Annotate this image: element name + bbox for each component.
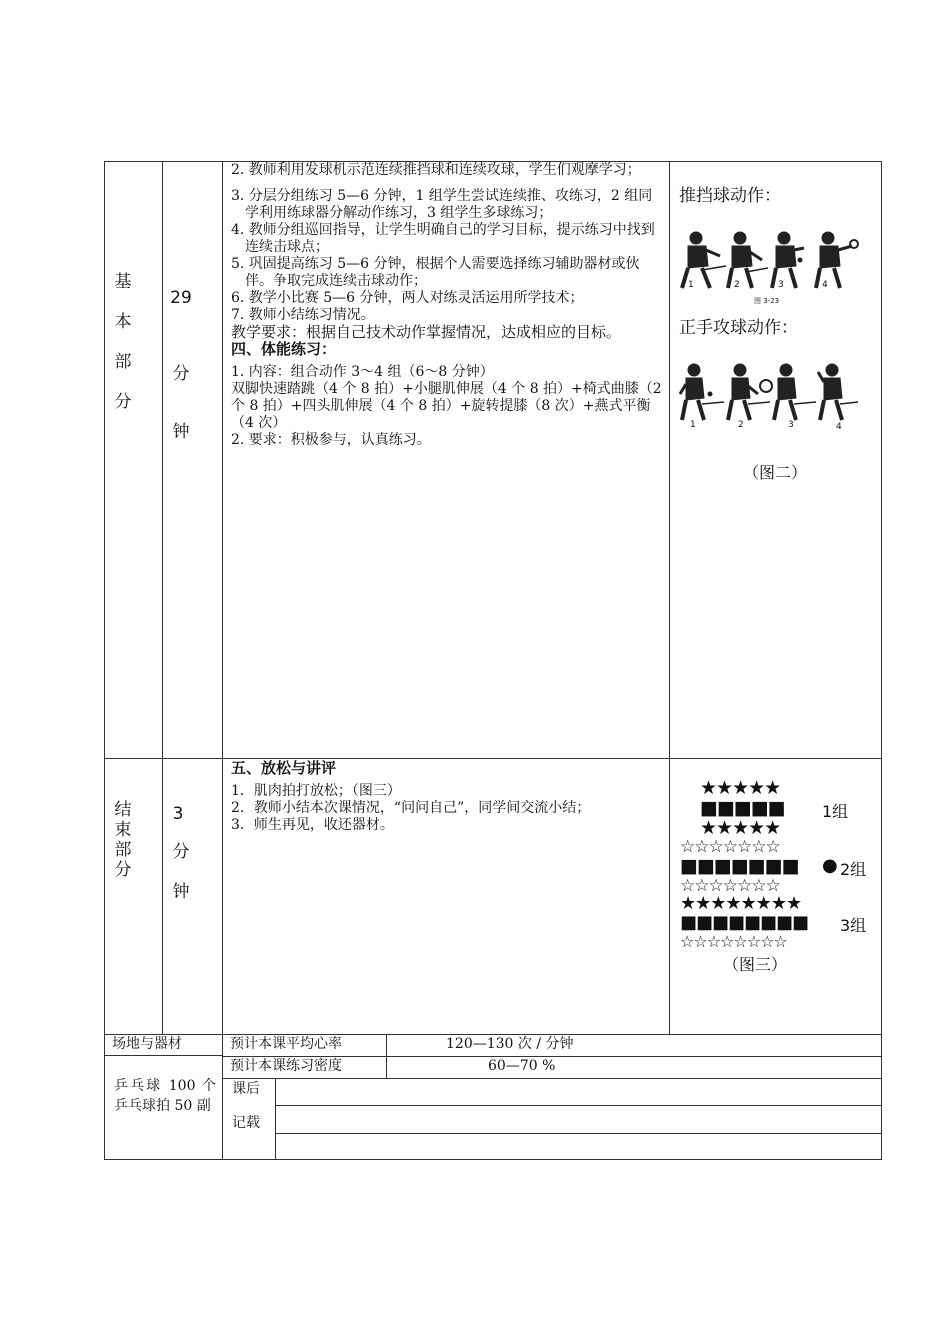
forehand-attack-figure xyxy=(676,360,862,432)
col-divider-1 xyxy=(162,161,163,1034)
col-divider-3 xyxy=(669,161,670,1034)
formation-row-stars: ★★★★★★★★ xyxy=(680,893,802,914)
basic-line: 6. 教学小比赛 5—6 分钟，两人对练灵活运用所学技术； xyxy=(231,290,584,306)
attack-fig-number: 4 xyxy=(836,422,842,432)
section-name-ending: 结束部分 xyxy=(114,800,132,880)
section-time-ending: 3 xyxy=(172,804,184,824)
group-3-label: 3组 xyxy=(840,916,867,935)
col-divider-notes xyxy=(275,1078,276,1160)
group-1-label: 1组 xyxy=(822,802,849,821)
ending-line: 1．肌肉拍打放松；（图三） xyxy=(231,783,401,799)
fitness-title: 四、体能练习： xyxy=(231,340,337,358)
ending-title: 五、放松与讲评 xyxy=(231,760,337,777)
formation-row-hollow-stars: ☆☆☆☆☆☆☆ xyxy=(680,837,780,857)
basic-line: 7. 教师小结练习情况。 xyxy=(231,307,375,323)
col-divider-2 xyxy=(222,161,223,1160)
attack-fig-number: 3 xyxy=(788,420,794,430)
formation-row-squares: ■■■■■■■■ xyxy=(680,912,809,933)
push-fig-caption: 图 3-23 xyxy=(754,297,780,305)
section-time-unit-ending: 分钟 xyxy=(172,842,190,902)
forehand-attack-label: 正手攻球动作： xyxy=(679,318,798,338)
figure-three-caption: （图三） xyxy=(722,955,787,974)
push-block-label: 推挡球动作： xyxy=(679,186,781,206)
row-divider-venue xyxy=(104,1055,222,1056)
formation-row-hollow-stars: ☆☆☆☆☆☆☆ xyxy=(680,876,780,896)
figure-two-caption: （图二） xyxy=(742,463,807,482)
push-fig-number: 1 xyxy=(688,280,694,290)
heart-rate-label: 预计本课平均心率 xyxy=(230,1036,342,1052)
group-2-marker-icon: ● xyxy=(822,855,838,876)
push-fig-number: 2 xyxy=(734,280,740,290)
row-divider-6 xyxy=(275,1133,882,1134)
notes-label-line-2: 记载 xyxy=(232,1115,260,1131)
push-fig-number: 4 xyxy=(822,280,828,290)
fitness-line: 1. 内容：组合动作 3～4 组（6～8 分钟） xyxy=(231,364,494,380)
formation-row-hollow-stars: ☆☆☆☆☆☆☆☆ xyxy=(680,932,787,951)
attack-fig-number: 2 xyxy=(738,420,744,430)
section-time-unit-basic: 分钟 xyxy=(172,364,190,442)
basic-content xyxy=(231,162,663,449)
notes-label-line-1: 课后 xyxy=(232,1081,260,1097)
formation-row-squares: ■■■■■■■ xyxy=(680,855,799,877)
group-2-label: 2组 xyxy=(840,860,867,879)
formation-row-stars: ★★★★★ xyxy=(700,817,781,839)
equipment-text: 乒乓球 100 个乒乓球拍 50 副 xyxy=(114,1078,216,1114)
formation-row-stars: ★★★★★ xyxy=(700,777,781,799)
formation-row-squares: ■■■■■ xyxy=(700,797,785,819)
row-divider-1 xyxy=(104,758,882,759)
density-value: 60—70 % xyxy=(488,1058,556,1074)
teaching-requirement: 教学要求：根据自己技术动作掌握情况，达成相应的目标。 xyxy=(231,323,622,341)
fitness-line: 2. 要求：积极参与，认真练习。 xyxy=(231,432,431,448)
ending-line: 2．教师小结本次课情况，“问问自己”，同学间交流小结； xyxy=(231,800,591,816)
basic-line: 3. 分层分组练习 5—6 分钟，1 组学生尝试连续推、攻练习，2 组同学利用练球器分解动作练习，3 组学生多球练习； xyxy=(231,188,653,221)
row-divider-4 xyxy=(222,1078,882,1079)
section-name-basic: 基本部分 xyxy=(114,272,132,412)
basic-line: 5. 巩固提高练习 5—6 分钟，根据个人需要选择练习辅助器材或伙伴。争取完成连续击球动作； xyxy=(231,256,640,289)
ending-content xyxy=(231,760,663,834)
push-block-figure xyxy=(676,226,860,306)
section-time-basic: 29 xyxy=(170,288,192,308)
fitness-line: 双脚快速踏跳（4 个 8 拍）+小腿肌伸展（4 个 8 拍）+椅式曲膝（2 个 8 拍）+四头肌伸展（4 个 8 拍）+旋转提膝（8 次）+燕式平衡（4 次） xyxy=(231,381,662,431)
heart-rate-value: 120—130 次 / 分钟 xyxy=(446,1036,574,1052)
basic-line: 4. 教师分组巡回指导，让学生明确自己的学习目标，提示练习中找到连续击球点； xyxy=(231,222,655,255)
density-label: 预计本课练习密度 xyxy=(230,1058,342,1074)
push-fig-number: 3 xyxy=(778,280,784,290)
venue-label: 场地与器材 xyxy=(112,1036,182,1052)
attack-fig-number: 1 xyxy=(690,420,696,430)
row-divider-5 xyxy=(275,1105,882,1106)
basic-line: 2. 教师利用发球机示范连续推挡球和连续攻球，学生们观摩学习； xyxy=(231,162,641,178)
ending-line: 3．师生再见，收还器材。 xyxy=(231,817,394,833)
